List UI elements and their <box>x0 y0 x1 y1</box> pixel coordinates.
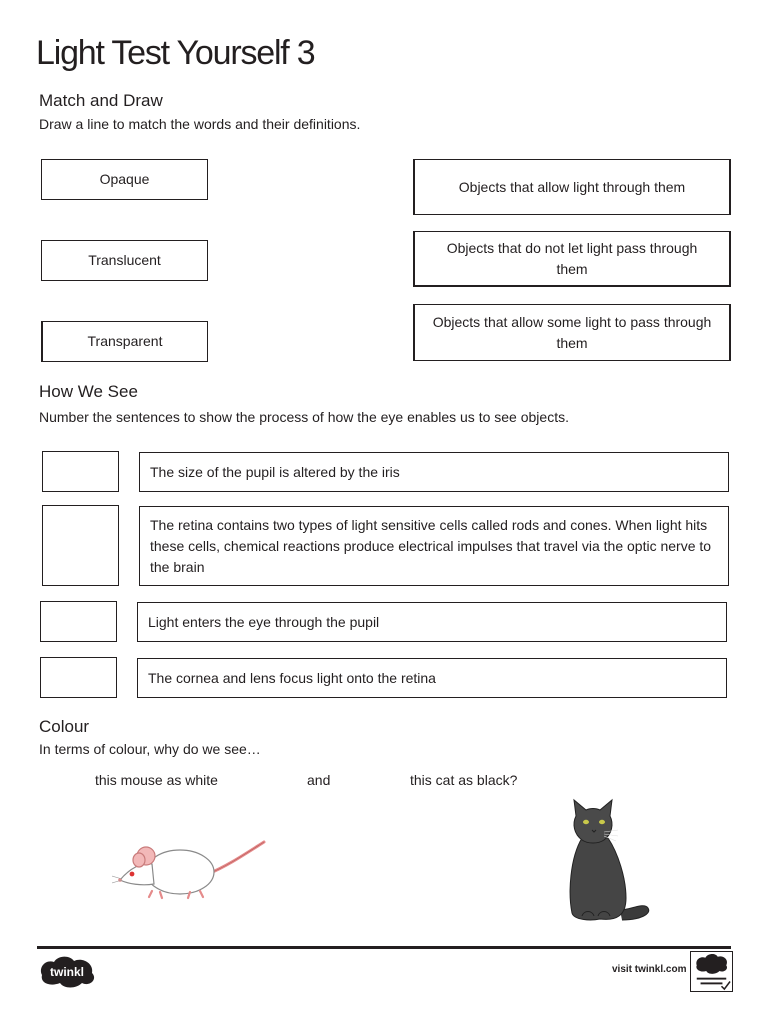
definition-box-3[interactable]: Objects that allow some light to pass through them <box>413 304 731 361</box>
black-cat-image <box>560 798 655 923</box>
sentence-box-2: The retina contains two types of light sensitive cells called rods and cones. When light hits these cells, chemical reactions produce electrical impulses that travel via the optic nerve to the brain <box>139 506 729 586</box>
word-box-transparent[interactable]: Transparent <box>41 321 208 362</box>
colour-heading: Colour <box>39 717 90 736</box>
sentence-box-3: Light enters the eye through the pupil <box>137 602 727 642</box>
number-answer-box-4[interactable] <box>40 657 117 698</box>
number-answer-box-1[interactable] <box>42 451 119 492</box>
how-we-see-instruction: Number the sentences to show the process of how the eye enables us to see objects. <box>39 409 569 425</box>
cat-label: this cat as black? <box>410 772 518 788</box>
colour-question: In terms of colour, why do we see… <box>39 741 261 757</box>
word-box-opaque[interactable]: Opaque <box>41 159 208 200</box>
word-box-translucent[interactable]: Translucent <box>41 240 208 281</box>
and-label: and <box>307 772 331 788</box>
definition-box-1[interactable]: Objects that allow light through them <box>413 159 731 215</box>
how-we-see-heading: How We See <box>39 382 138 401</box>
definition-box-2[interactable]: Objects that do not let light pass through them <box>413 231 731 287</box>
white-mouse-image <box>112 834 272 904</box>
mouse-label: this mouse as white <box>95 772 218 788</box>
quality-standard-badge-icon <box>690 951 733 992</box>
twinkl-logo <box>36 953 98 989</box>
match-heading: Match and Draw <box>39 91 163 110</box>
number-answer-box-3[interactable] <box>40 601 117 642</box>
number-answer-box-2[interactable] <box>42 505 119 586</box>
sentence-box-4: The cornea and lens focus light onto the retina <box>137 658 727 698</box>
sentence-box-1: The size of the pupil is altered by the iris <box>139 452 729 492</box>
match-instruction: Draw a line to match the words and their definitions. <box>39 116 361 132</box>
footer-rule <box>37 946 731 949</box>
twinkl-logo-text: twinkl <box>49 965 85 979</box>
visit-website-link[interactable]: visit twinkl.com <box>612 964 687 975</box>
page-title: Light Test Yourself 3 <box>36 34 315 72</box>
